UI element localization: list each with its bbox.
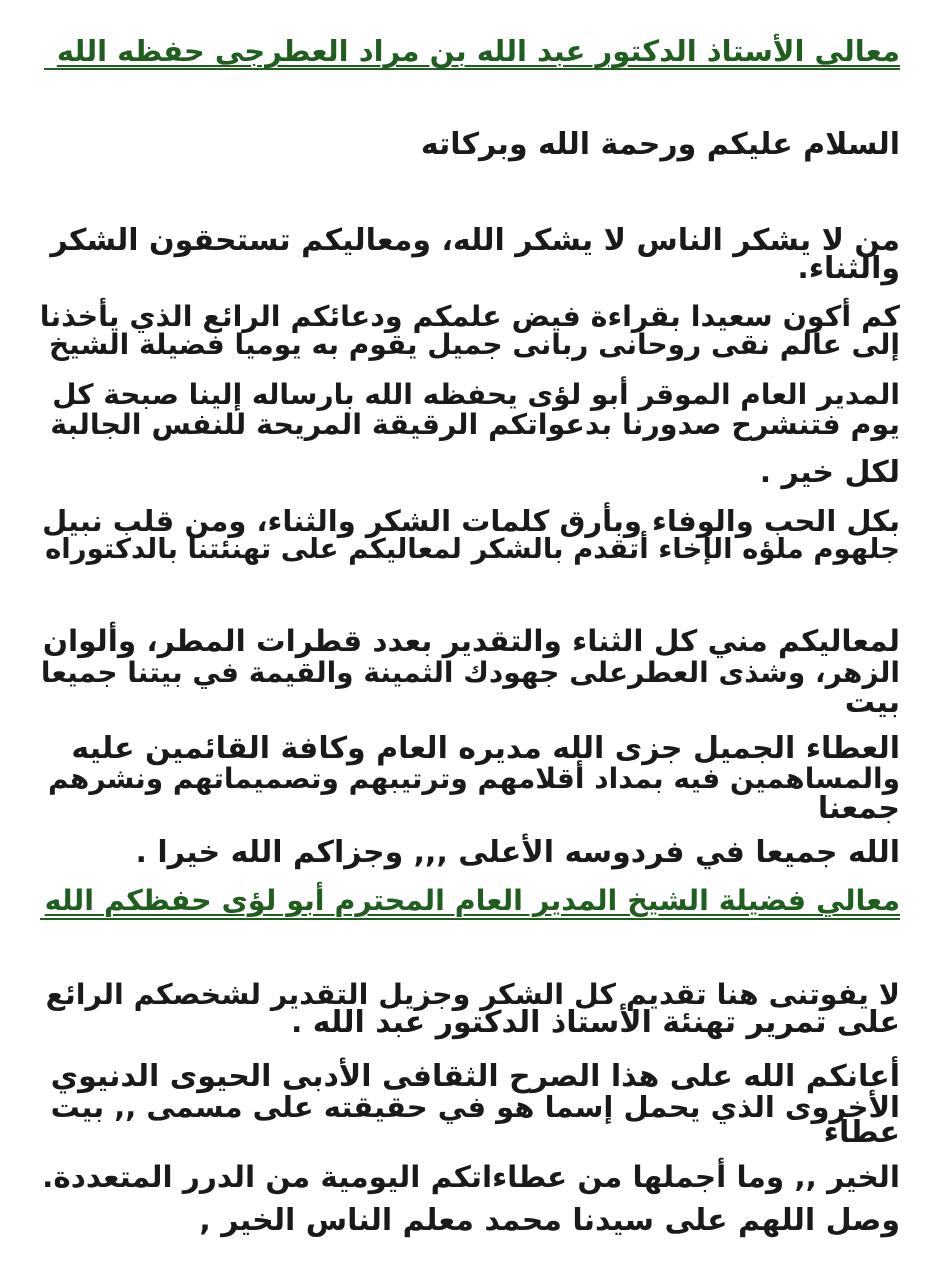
p2-line-3: المدير العام الموقر أبو لؤى يحفظه الله بارساله إلينا صبحة كل (52, 378, 900, 411)
p6-line-2: على تمرير تهنئة الأستاذ الدكتور عبد الله . (290, 1005, 900, 1040)
p5-line-3: جمعنا (817, 791, 900, 826)
p2-line-5: لكل خير . (759, 455, 900, 490)
p1-line-1: من لا يشكر الناس لا يشكر الله، ومعاليكم تستحقون الشكر (50, 223, 900, 258)
letter-heading-1: معالى الأستاذ الدكتور عبد الله بن مراد العطرجى حفظه الله (56, 34, 900, 68)
p7-line-1: أعانكم الله على هذا الصرح الثقافى الأدبى الحيوى الدنيوي (50, 1059, 900, 1094)
p4-line-3: بيت (844, 685, 900, 720)
letter-heading-2: معالي فضيلة الشيخ المدير العام المحترم أبو لؤى حفظكم الله (44, 884, 900, 917)
p2-line-1: كم أكون سعيدا بقراءة فيض علمكم ودعائكم الرائع الذي يأخذنا (39, 300, 900, 333)
greeting: السلام عليكم ورحمة الله وبركاته (420, 127, 900, 162)
p2-line-2: إلى عالم نقى روحانى ربانى جميل يقوم به يوميا فضيلة الشيخ (48, 328, 900, 361)
p5-line-4: الله جميعا في فردوسه الأعلى ,,, وجزاكم الله خيرا . (135, 835, 900, 870)
p7-line-4: الخير ,, وما أجملها من عطاءاتكم اليومية من الدرر المتعددة. (42, 1160, 900, 1194)
p1-line-2: والثناء. (797, 251, 900, 286)
p7-line-3: عطاء (823, 1115, 900, 1150)
p7-line-5: وصل اللهم على سيدنا محمد معلم الناس الخير , (199, 1203, 900, 1238)
heading-1-underline (44, 68, 900, 70)
heading-2-underline (40, 918, 900, 920)
p4-line-2: الزهر، وشذى العطرعلى جهودك الثمينة والقيمة في بيتنا جميعا (40, 656, 900, 689)
p5-line-1: العطاء الجميل جزى الله مديره العام وكافة القائمين عليه (71, 731, 900, 766)
p3-line-1: بكل الحب والوفاء وبأرق كلمات الشكر والثناء، ومن قلب نبيل (42, 504, 900, 538)
p5-line-2: والمساهمين فيه بمداد أقلامهم وترتيبهم وتصميماتهم ونشرهم (47, 762, 900, 795)
p2-line-4: يوم فتنشرح صدورنا بدعواتكم الرقيقة المريحة للنفس الجالبة (50, 408, 900, 441)
p4-line-1: لمعاليكم مني كل الثناء والتقدير بعدد قطرات المطر، وألوان (42, 624, 900, 658)
p6-line-1: لا يفوتنى هنا تقديم كل الشكر وجزيل التقدير لشخصكم الرائع (45, 978, 900, 1011)
p3-line-2: جلهوم ملؤه الإخاء أتقدم بالشكر لمعاليكم على تهنئتنا بالدكتوراه (45, 533, 900, 565)
p7-line-2: الأخروى الذي يحمل إسما هو في حقيقته على مسمى ,, بيت (50, 1090, 900, 1124)
